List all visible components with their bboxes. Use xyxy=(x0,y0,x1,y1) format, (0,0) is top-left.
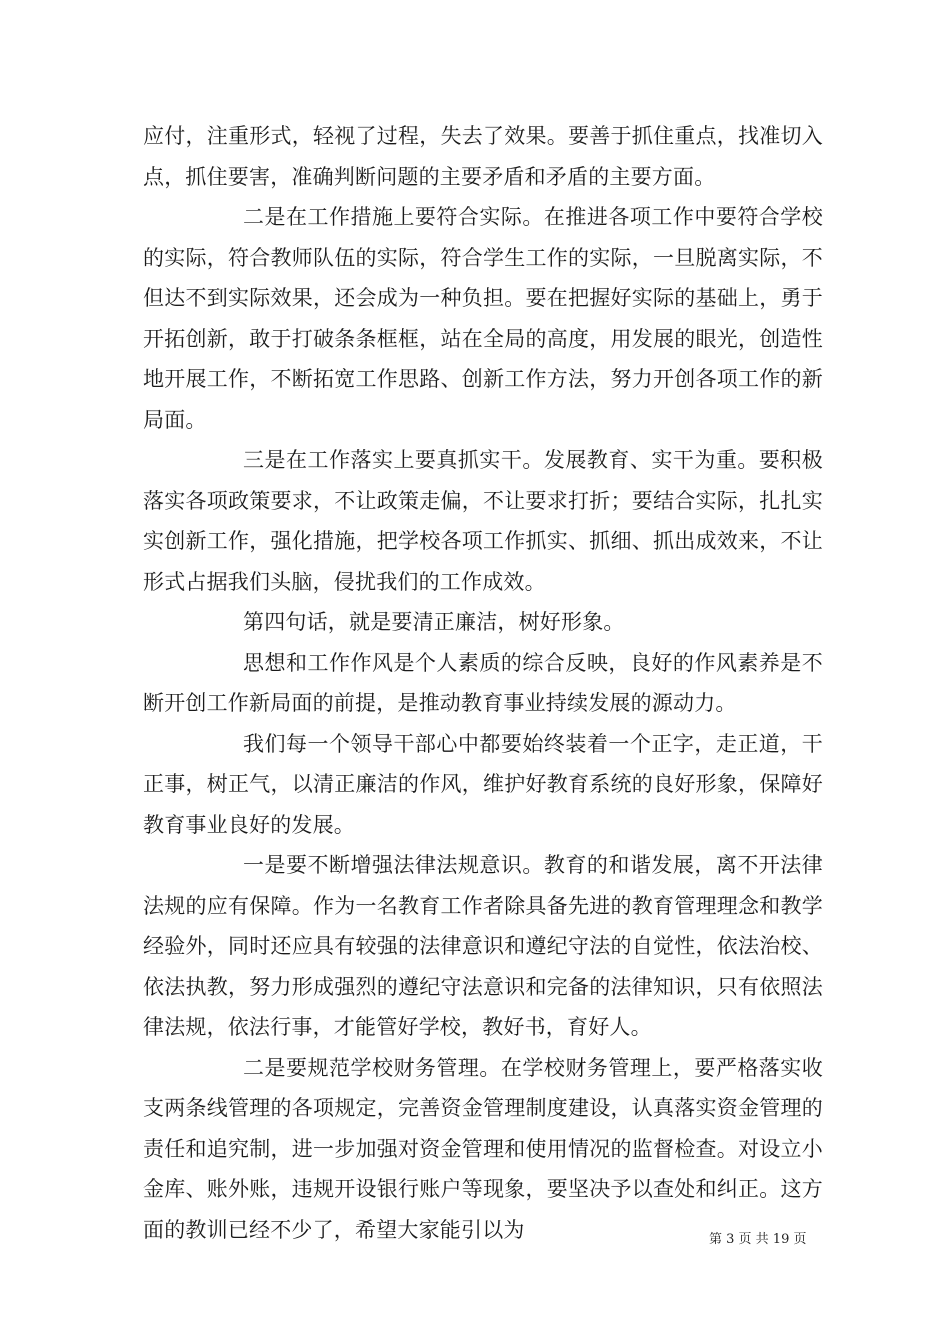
paragraph-law-awareness: 一是要不断增强法律法规意识。教育的和谐发展，离不开法律法规的应有保障。作为一名教育工作者除具备先进的教育管理理念和教学经验外，同时还应具有较强的法律意识和遵纪守法的自觉性，依法治校、依法执教，努力形成强烈的遵纪守法意识和完备的法律知识，只有依照法律法规，依法行事，才能管好学校，教好书，育好人。 xyxy=(143,853,823,1039)
paragraph-continued: 应付，注重形式，轻视了过程，失去了效果。要善于抓住重点，找准切入点，抓住要害，准确判断问题的主要矛盾和矛盾的主要方面。 xyxy=(143,124,823,189)
paragraph-leaders: 我们每一个领导干部心中都要始终装着一个正字，走正道，干正事，树正气，以清正廉洁的作风，维护好教育系统的良好形象，保障好教育事业良好的发展。 xyxy=(143,731,823,837)
paragraph-implementation: 三是在工作落实上要真抓实干。发展教育、实干为重。要积极落实各项政策要求，不让政策走偏，不让要求打折；要结合实际，扎扎实实创新工作，强化措施，把学校各项工作抓实、抓细、抓出成效来，不让形式占据我们头脑，侵扰我们的工作成效。 xyxy=(143,448,823,594)
paragraph-measures: 二是在工作措施上要符合实际。在推进各项工作中要符合学校的实际，符合教师队伍的实际，符合学生工作的实际，一旦脱离实际，不但达不到实际效果，还会成为一种负担。要在把握好实际的基础上，勇于开拓创新，敢于打破条条框框，站在全局的高度，用发展的眼光，创造性地开展工作，不断拓宽工作思路、创新工作方法，努力开创各项工作的新局面。 xyxy=(143,205,823,432)
paragraph-fourth-point: 第四句话，就是要清正廉洁，树好形象。 xyxy=(243,610,625,634)
body-text xyxy=(143,116,823,1250)
paragraph-finance: 二是要规范学校财务管理。在学校财务管理上，要严格落实收支两条线管理的各项规定，完善资金管理制度建设，认真落实资金管理的责任和追究制，进一步加强对资金管理和使用情况的监督检查。对设立小金库、账外账，违规开设银行账户等现象，要坚决予以查处和纠正。这方面的教训已经不少了，希望大家能引以为 xyxy=(143,1055,823,1242)
page-number-footer: 第 3 页 共 19 页 xyxy=(709,1232,807,1247)
paragraph-style: 思想和工作作风是个人素质的综合反映，良好的作风素养是不断开创工作新局面的前提，是推动教育事业持续发展的源动力。 xyxy=(143,650,823,715)
